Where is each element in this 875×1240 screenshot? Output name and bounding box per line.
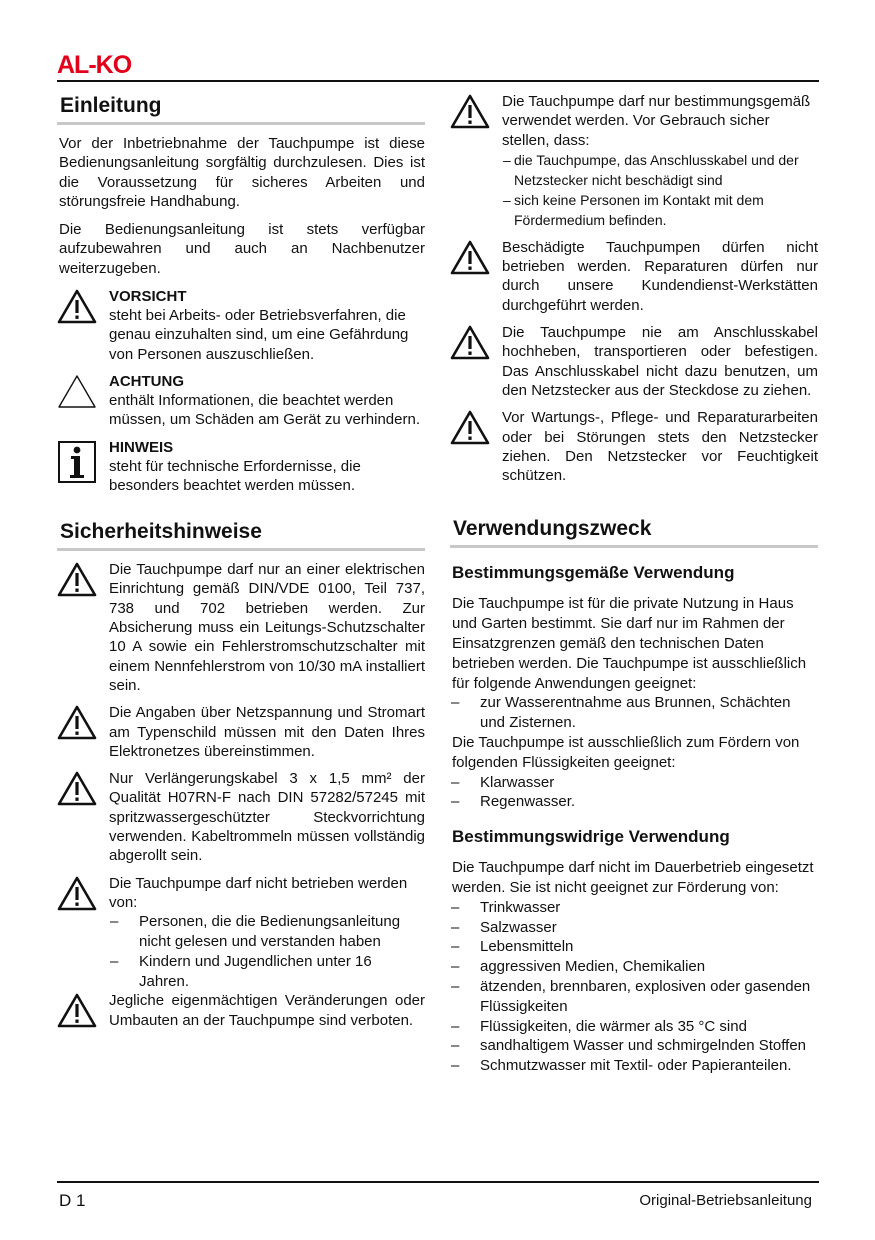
vorsicht-title: VORSICHT [109,288,187,306]
achtung-text: enthält Informationen, die beachtet werden müssen, um Schäden am Gerät zu verhindern. [109,391,420,429]
warning-triangle-icon [57,289,97,325]
list-item: – ätzenden, brennbaren, explosiven oder gasenden Flüssigkeiten [450,977,818,1017]
warning-triangle-icon [57,705,97,741]
footer-rule [57,1181,819,1183]
safety-item-text: Die Tauchpumpe nie am Anschlusskabel hochheben, transportieren oder befestigen. Das Anschlusskabel nicht dazu benutzen, um den Netzstecker aus der Steckdose zu ziehen. [502,324,818,399]
hinweis-text: steht für technische Erfordernisse, die besonders beachtet werden müssen. [109,457,361,494]
list-item: – die Tauchpumpe, das Anschlusskabel und der Netzstecker nicht beschädigt sind [502,150,818,190]
note-vorsicht [57,287,425,364]
subsection-title-bestimmungswidrig: Bestimmungswidrige Verwendung [452,827,730,847]
list-item: – Schmutzwasser mit Textil- oder Papieranteilen. [450,1056,818,1076]
warning-triangle-icon [450,325,490,361]
subsection-title-bestimmungsgemaess: Bestimmungsgemäße Verwendung [452,563,735,583]
vorsicht-text: steht bei Arbeits- oder Betriebsverfahren, die genau einzuhalten sind, um eine Gefährdung von Personen auszuschließen. [109,307,409,363]
header-rule [57,80,819,82]
safety-item-text: Die Tauchpumpe darf nur bestimmungsgemäß verwendet werden. Vor Gebrauch sicher stellen, dass: [502,93,811,149]
safety-item [57,769,425,865]
bestimmung-paragraph-1: Die Tauchpumpe ist für die private Nutzung in Haus und Garten bestimmt. Sie darf nur im Rahmen der Einsatzgrenzen gemäß den technischen Daten betrieben werden. Die Tauchpumpe ist ausschließlich für folgende Anwendungen geeignet: [452,595,807,692]
list-item: – Trinkwasser [450,898,818,918]
safety-item [57,560,425,695]
warning-triangle-icon [57,771,97,807]
page-number: D 1 [59,1191,86,1210]
safety-item [57,703,425,761]
safety-item [450,323,818,400]
achtung-title: ACHTUNG [109,372,184,390]
widrig-paragraph: Die Tauchpumpe darf nicht im Dauerbetrieb eingesetzt werden. Sie ist nicht geeignet zur Förderung von: [452,859,814,897]
list-item: – Regenwasser. [450,792,818,812]
safety-item-text: Jegliche eigenmächtigen Veränderungen oder Umbauten an der Tauchpumpe sind verboten. [109,992,425,1029]
section-underline [57,122,425,125]
section-title-sicherheitshinweise: Sicherheitshinweise [60,520,262,544]
document-title: Original-Betriebsanleitung [639,1192,812,1209]
intro-paragraph-1: Vor der Inbetriebnahme der Tauchpumpe ist diese Bedienungsanleitung sorgfältig durchzulesen. Dies ist die Voraussetzung für sicheres Arbeiten und störungsfreie Handhabung. [59,135,425,210]
note-achtung [57,372,425,430]
safety-item-text: Die Tauchpumpe darf nicht betrieben werden von: [109,874,408,911]
safety-item [450,238,818,315]
warning-triangle-icon [57,562,97,598]
list-item: – Personen, die die Bedienungsanleitung nicht gelesen und verstanden haben [109,912,425,952]
section-underline [450,545,818,548]
caution-triangle-icon [57,374,97,410]
list-item: – sich keine Personen im Kontakt mit dem Fördermedium befinden. [502,190,818,230]
list-item: – Klarwasser [450,773,818,793]
safety-item-text: Nur Verlängerungskabel 3 x 1,5 mm² der Qualität H07RN-F nach DIN 57282/57245 mit spritzwassergeschützter Steckvorrichtung verwenden. Kabeltrommeln müssen vollständig abgerollt sein. [109,770,425,865]
list-item: – sandhaltigem Wasser und schmirgelnden Stoffen [450,1036,818,1056]
warning-triangle-icon [57,876,97,912]
intro-paragraph-2: Die Bedienungsanleitung ist stets verfügbar aufzubewahren und auch an Nachbenutzer weiterzugeben. [59,221,425,277]
list-item: – aggressiven Medien, Chemikalien [450,957,818,977]
safety-item [450,92,818,230]
safety-item [57,991,425,1034]
list-item: – Salzwasser [450,918,818,938]
section-title-verwendungszweck: Verwendungszweck [453,517,652,541]
warning-triangle-icon [450,410,490,446]
warning-triangle-icon [450,94,490,130]
section-underline [57,548,425,551]
list-item: – Flüssigkeiten, die wärmer als 35 °C sind [450,1017,818,1037]
safety-item [450,408,818,485]
warning-triangle-icon [57,993,97,1029]
info-icon [57,440,97,484]
hinweis-title: HINWEIS [109,438,174,456]
bestimmung-paragraph-2: Die Tauchpumpe ist ausschließlich zum Fördern von folgenden Flüssigkeiten geeignet: [452,734,800,771]
list-item: – Lebensmitteln [450,937,818,957]
brand-logo: AL-KO [57,51,132,79]
list-item: – Kindern und Jugendlichen unter 16 Jahren. [109,952,425,992]
section-title-einleitung: Einleitung [60,94,162,117]
safety-item [57,874,425,992]
safety-item-text: Beschädigte Tauchpumpen dürfen nicht betrieben werden. Reparaturen dürfen nur durch unsere Kundendienst-Werkstätten durchgeführt werden. [502,238,818,314]
warning-triangle-icon [450,240,490,276]
safety-item-text: Die Angaben über Netzspannung und Stromart am Typenschild müssen mit den Daten Ihres Elektronetzes übereinstimmen. [109,704,425,760]
right-column [450,92,818,1076]
note-hinweis [57,438,425,496]
left-column [57,92,425,1042]
safety-item-text: Vor Wartungs-, Pflege- und Reparaturarbeiten oder bei Störungen stets den Netzstecker ziehen. Den Netzstecker vor Feuchtigkeit schützen. [502,409,818,485]
list-item: – zur Wasserentnahme aus Brunnen, Schächten und Zisternen. [450,693,818,733]
safety-item-text: Die Tauchpumpe darf nur an einer elektrischen Einrichtung gemäß DIN/VDE 0100, Teil 737, 738 und 702 betrieben werden. Zur Absicherung muss ein Leitungs-Schutzschalter 10 A sowie ein Fehlerstromschutzschalter mit einem Nennfehlerstrom von 10/30 mA installiert sein. [109,561,425,694]
